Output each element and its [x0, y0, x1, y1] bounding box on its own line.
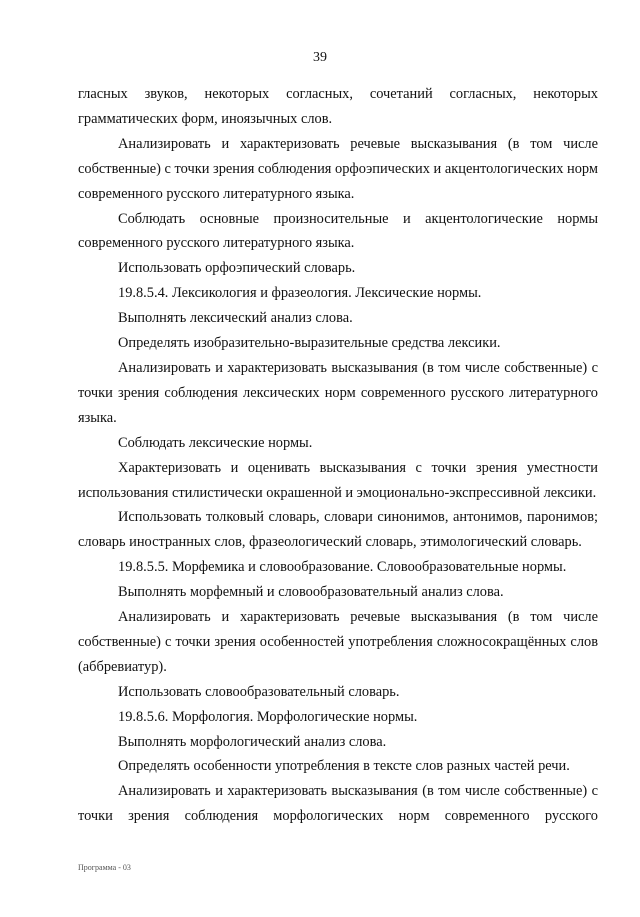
paragraph: гласных звуков, некоторых согласных, сочетаний согласных, некоторых грамматических форм, иноязычных слов. [78, 86, 598, 127]
paragraph: Анализировать и характеризовать речевые высказывания (в том числе собственные) с точки зрения соблюдения орфоэпических и акцентологических норм современного русского литературного языка. [78, 135, 598, 202]
section-heading: 19.8.5.6. Морфология. Морфологические нормы. [118, 708, 418, 725]
paragraph: Определять особенности употребления в тексте слов разных частей речи. [118, 758, 570, 775]
paragraph: Характеризовать и оценивать высказывания с точки зрения уместности использования стилистически окрашенной и эмоционально-экспрессивной лексики. [78, 459, 598, 501]
section-heading: 19.8.5.4. Лексикология и фразеология. Лексические нормы. [118, 285, 482, 302]
paragraph: Анализировать и характеризовать речевые высказывания (в том числе собственные) с точки зрения особенностей употребления сложносокращённых слов (аббревиатур). [78, 609, 598, 675]
paragraph: Выполнять лексический анализ слова. [118, 310, 353, 327]
paragraph: Использовать орфоэпический словарь. [118, 260, 356, 277]
paragraph: Использовать толковый словарь, словари синонимов, антонимов, паронимов; словарь иностранных слов, фразеологический словарь, этимологический словарь. [78, 509, 598, 551]
page-footer: Программа - 03 [78, 863, 131, 872]
paragraph: Анализировать и характеризовать высказывания (в том числе собственные) с точки зрения соблюдения лексических норм современного русского литературного языка. [78, 359, 598, 426]
paragraph: Выполнять морфологический анализ слова. [118, 733, 387, 750]
paragraph: Анализировать и характеризовать высказывания (в том числе собственные) с точки зрения соблюдения морфологических норм современного русского [78, 783, 598, 825]
paragraph: Использовать словообразовательный словарь. [118, 683, 400, 700]
paragraph: Определять изобразительно-выразительные средства лексики. [118, 335, 501, 352]
section-heading: 19.8.5.5. Морфемика и словообразование. Словообразовательные нормы. [118, 559, 567, 576]
page-number: 39 [313, 50, 327, 65]
paragraph: Соблюдать основные произносительные и акцентологические нормы современного русского литературного языка. [78, 210, 598, 252]
paragraph: Выполнять морфемный и словообразовательный анализ слова. [118, 584, 504, 601]
paragraph: Соблюдать лексические нормы. [118, 434, 313, 451]
document-body [78, 82, 598, 829]
